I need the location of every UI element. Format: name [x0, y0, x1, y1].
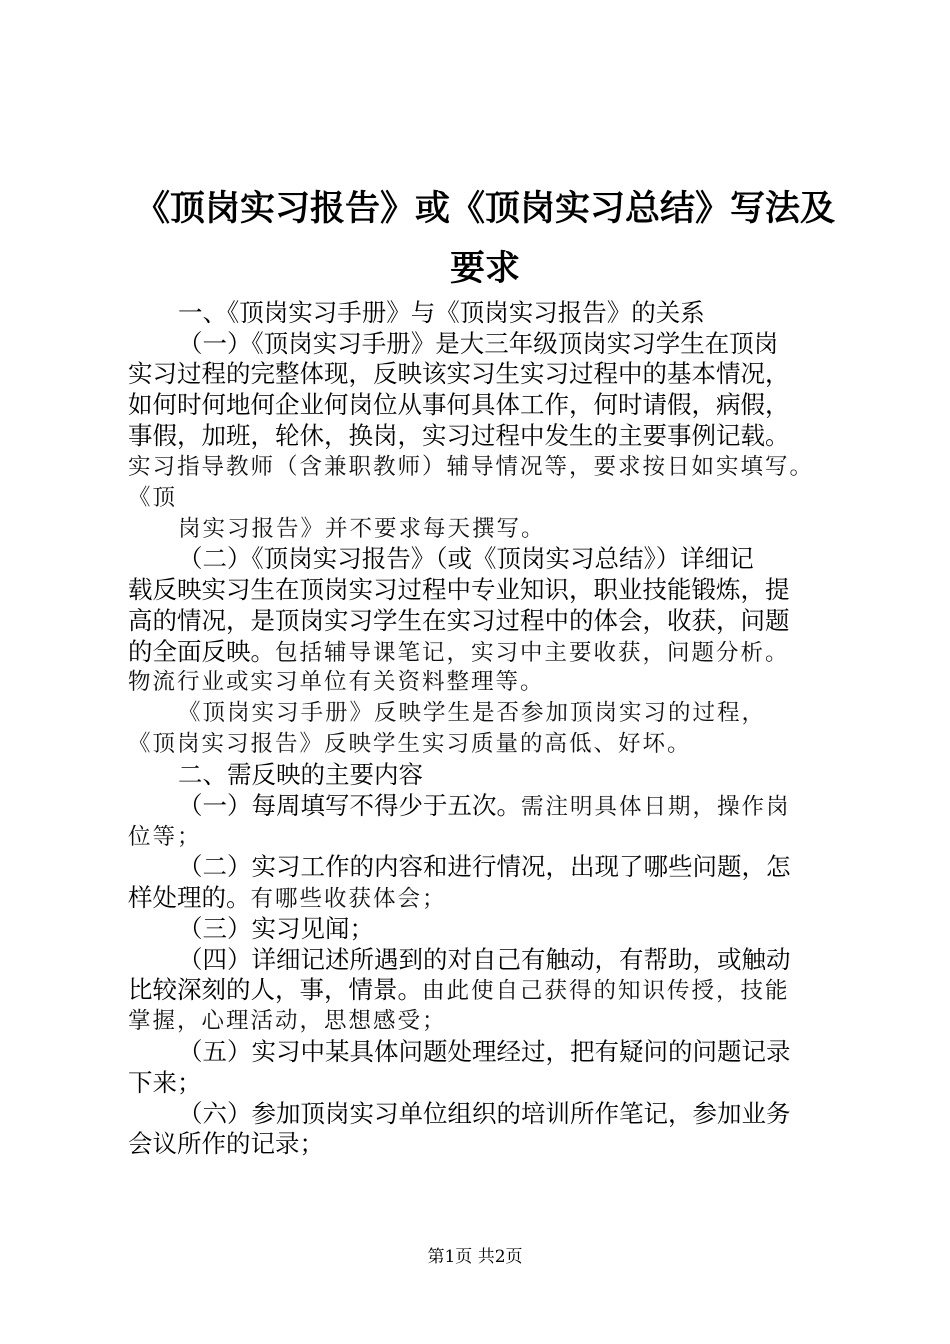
list-item-segment: 由此使自己获得的知识传授，技能: [422, 978, 790, 1004]
list-item-line: [178, 791, 791, 822]
paragraph-line: 《顶岗实习报告》反映学生实习质量的高低、好坏。: [128, 731, 692, 757]
list-item-line: （四）详细记述所遇到的对自己有触动，有帮助，或触动: [178, 945, 791, 974]
paragraph-line: 事假，加班，轮休，换岗，实习过程中发生的主要事例记载。: [128, 421, 790, 450]
paragraph-segment: 的全面反映。: [128, 637, 275, 666]
section-heading-1: 一、《顶岗实习手册》与《顶岗实习报告》的关系: [178, 298, 705, 327]
list-item-line: 会议所作的记录；: [128, 1129, 324, 1158]
page-number-footer: 第1页 共2页: [427, 1247, 523, 1267]
document-title-line-2: 要求: [449, 249, 520, 289]
list-item-line: 下来；: [128, 1068, 202, 1097]
list-item-segment: 样处理的。: [128, 883, 251, 912]
list-item-segment: 比较深刻的人，事，情景。: [128, 975, 422, 1004]
paragraph-line: 岗实习报告》并不要求每天撰写。: [178, 516, 546, 542]
list-item-segment: 需注明具体日期，操作岗: [521, 794, 791, 820]
paragraph-line: 实习指导教师（含兼职教师）辅导情况等，要求按日如实填写。: [128, 454, 815, 480]
list-item-segment: （一）每周填写不得少于五次。: [178, 791, 521, 820]
list-item-line: （二）实习工作的内容和进行情况，出现了哪些问题，怎: [178, 852, 791, 881]
paragraph-line: （二）《顶岗实习报告》（或《顶岗实习总结》）详细记: [178, 544, 754, 573]
paragraph-line: （一）《顶岗实习手册》是大三年级顶岗实习学生在顶岗: [178, 329, 779, 358]
list-item-line: 掌握，心理活动，思想感受；: [128, 1008, 447, 1034]
list-item-line: （六）参加顶岗实习单位组织的培训所作笔记，参加业务: [178, 1099, 791, 1128]
paragraph-line: 物流行业或实习单位有关资料整理等。: [128, 669, 545, 695]
paragraph-line: 实习过程的完整体现，反映该实习生实习过程中的基本情况，: [128, 359, 790, 388]
paragraph-line: 高的情况，是顶岗实习学生在实习过程中的体会，收获，问题: [128, 606, 790, 635]
paragraph-line: 载反映实习生在顶岗实习过程中专业知识，职业技能锻炼，提: [128, 575, 790, 604]
list-item-line: [128, 975, 790, 1006]
paragraph-line: 如何时何地何企业何岗位从事何具体工作，何时请假，病假，: [128, 390, 790, 419]
paragraph-line: 《顶: [128, 485, 178, 511]
list-item-line: 位等；: [128, 824, 202, 850]
paragraph-segment: 包括辅导课笔记，实习中主要收获，问题分析。: [275, 640, 790, 666]
paragraph-line: 《顶岗实习手册》反映学生是否参加顶岗实习的过程，: [178, 700, 767, 726]
list-item-line: （五）实习中某具体问题处理经过，把有疑问的问题记录: [178, 1037, 791, 1066]
list-item-segment: 有哪些收获体会；: [250, 886, 447, 912]
document-title-line-1: 《顶岗实习报告》或《顶岗实习总结》写法及: [134, 189, 835, 229]
list-item-line: （三）实习见闻；: [178, 914, 374, 943]
list-item-line: [128, 883, 447, 914]
section-heading-2: 二、需反映的主要内容: [178, 760, 423, 789]
paragraph-line: [128, 637, 790, 668]
